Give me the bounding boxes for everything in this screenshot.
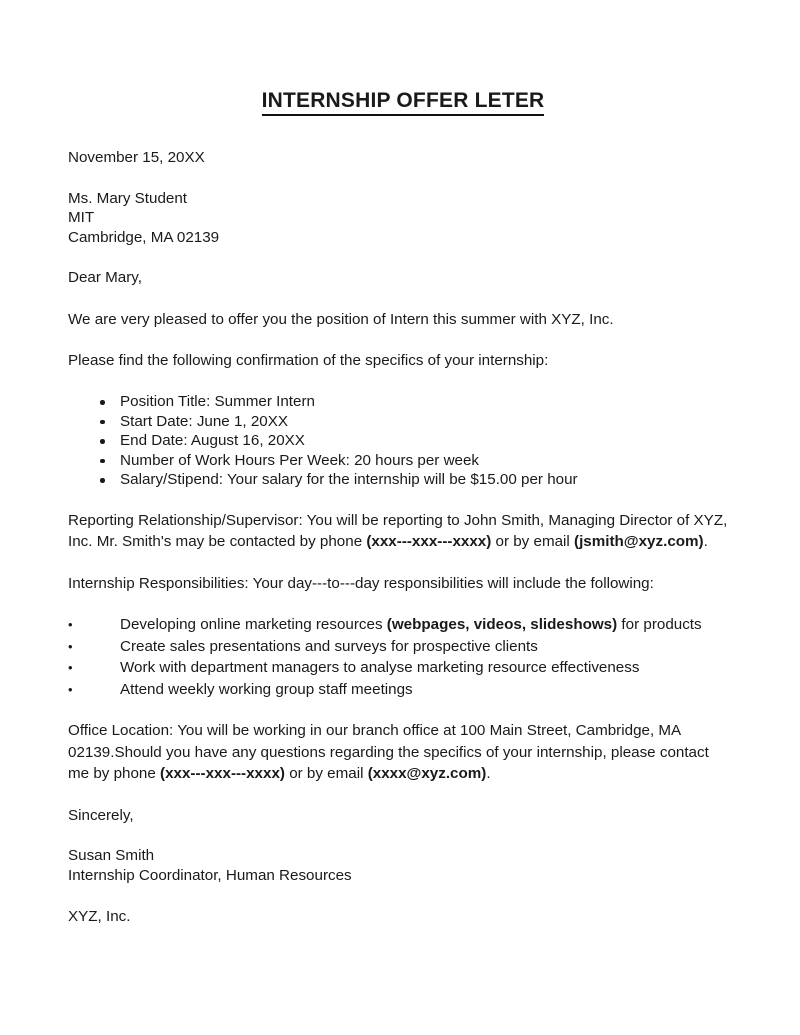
office-text-3: .: [486, 765, 491, 783]
internship-specifics-list: [68, 392, 732, 490]
responsibility-text-4: Attend weekly working group staff meetings: [120, 680, 413, 698]
contact-email: (xxxx@xyz.com): [367, 765, 487, 783]
recipient-name: Ms. Mary Student: [68, 189, 188, 207]
page-title-text: INTERNSHIP OFFER LETER: [262, 89, 545, 116]
company-name: XYZ, Inc.: [68, 907, 131, 925]
list-item: End Date: August 16, 20XX: [68, 431, 732, 451]
contact-phone: (xxx---xxx---xxxx): [160, 765, 285, 783]
intro-paragraph: We are very pleased to offer you the position of Intern this summer with XYZ, Inc.: [68, 310, 614, 328]
supervisor-phone: (xxx---xxx---xxxx): [366, 533, 492, 551]
responsibility-text-3: Work with department managers to analyse marketing resource effectiveness: [120, 659, 640, 677]
salutation: Dear Mary,: [68, 269, 142, 287]
list-item: [68, 614, 732, 636]
page-title: [68, 88, 732, 113]
bullet-icon: •: [68, 617, 73, 633]
list-item: [68, 636, 732, 658]
signature-block: [68, 846, 732, 885]
responsibility-bold-1: (webpages, videos, slideshows): [386, 616, 618, 634]
bullet-icon: •: [68, 660, 73, 676]
list-item: [68, 657, 732, 679]
office-text-1: Office Location: You will be working in our branch office at 100 Main Street, Cambridge, MA 02139.Should you have any questions regarding the specifics of your internship, please contact me by phone: [68, 722, 714, 783]
list-item: Position Title: Summer Intern: [68, 392, 732, 412]
letter-body: [68, 88, 732, 947]
recipient-city-state-zip: Cambridge, MA 02139: [68, 228, 220, 246]
letter-date: November 15, 20XX: [68, 149, 205, 167]
office-location-paragraph: [68, 720, 732, 785]
recipient-organization: MIT: [68, 209, 95, 227]
bullet-icon: •: [68, 681, 73, 697]
list-item: Salary/Stipend: Your salary for the internship will be $15.00 per hour: [68, 470, 732, 490]
list-item: Start Date: June 1, 20XX: [68, 412, 732, 432]
closing: Sincerely,: [68, 806, 134, 824]
specifics-lead-in: Please find the following confirmation of the specifics of your internship:: [68, 352, 549, 370]
responsibility-text-1: Developing online marketing resources: [120, 616, 387, 634]
list-item: Number of Work Hours Per Week: 20 hours per week: [68, 451, 732, 471]
reporting-text-1: Reporting Relationship/Supervisor: You will be reporting to John Smith, Managing Director of XYZ, Inc. Mr. Smith's may be contacted by phone: [68, 511, 732, 551]
bullet-icon: •: [68, 638, 73, 654]
responsibilities-lead-in: Internship Responsibilities: Your day---to---day responsibilities will include the following:: [68, 574, 654, 592]
supervisor-email: (jsmith@xyz.com): [574, 533, 704, 551]
list-item: [68, 679, 732, 701]
office-text-2: or by email: [284, 765, 368, 783]
responsibility-text-1b: for products: [617, 616, 702, 634]
signer-name: Susan Smith: [68, 847, 155, 865]
responsibility-text-2: Create sales presentations and surveys for prospective clients: [120, 637, 538, 655]
recipient-address-block: [68, 189, 732, 248]
reporting-text-2: or by email: [491, 533, 575, 551]
reporting-text-3: .: [703, 533, 708, 551]
signer-job-title: Internship Coordinator, Human Resources: [68, 867, 352, 885]
reporting-relationship-paragraph: [68, 510, 732, 553]
responsibilities-list: [68, 614, 732, 700]
